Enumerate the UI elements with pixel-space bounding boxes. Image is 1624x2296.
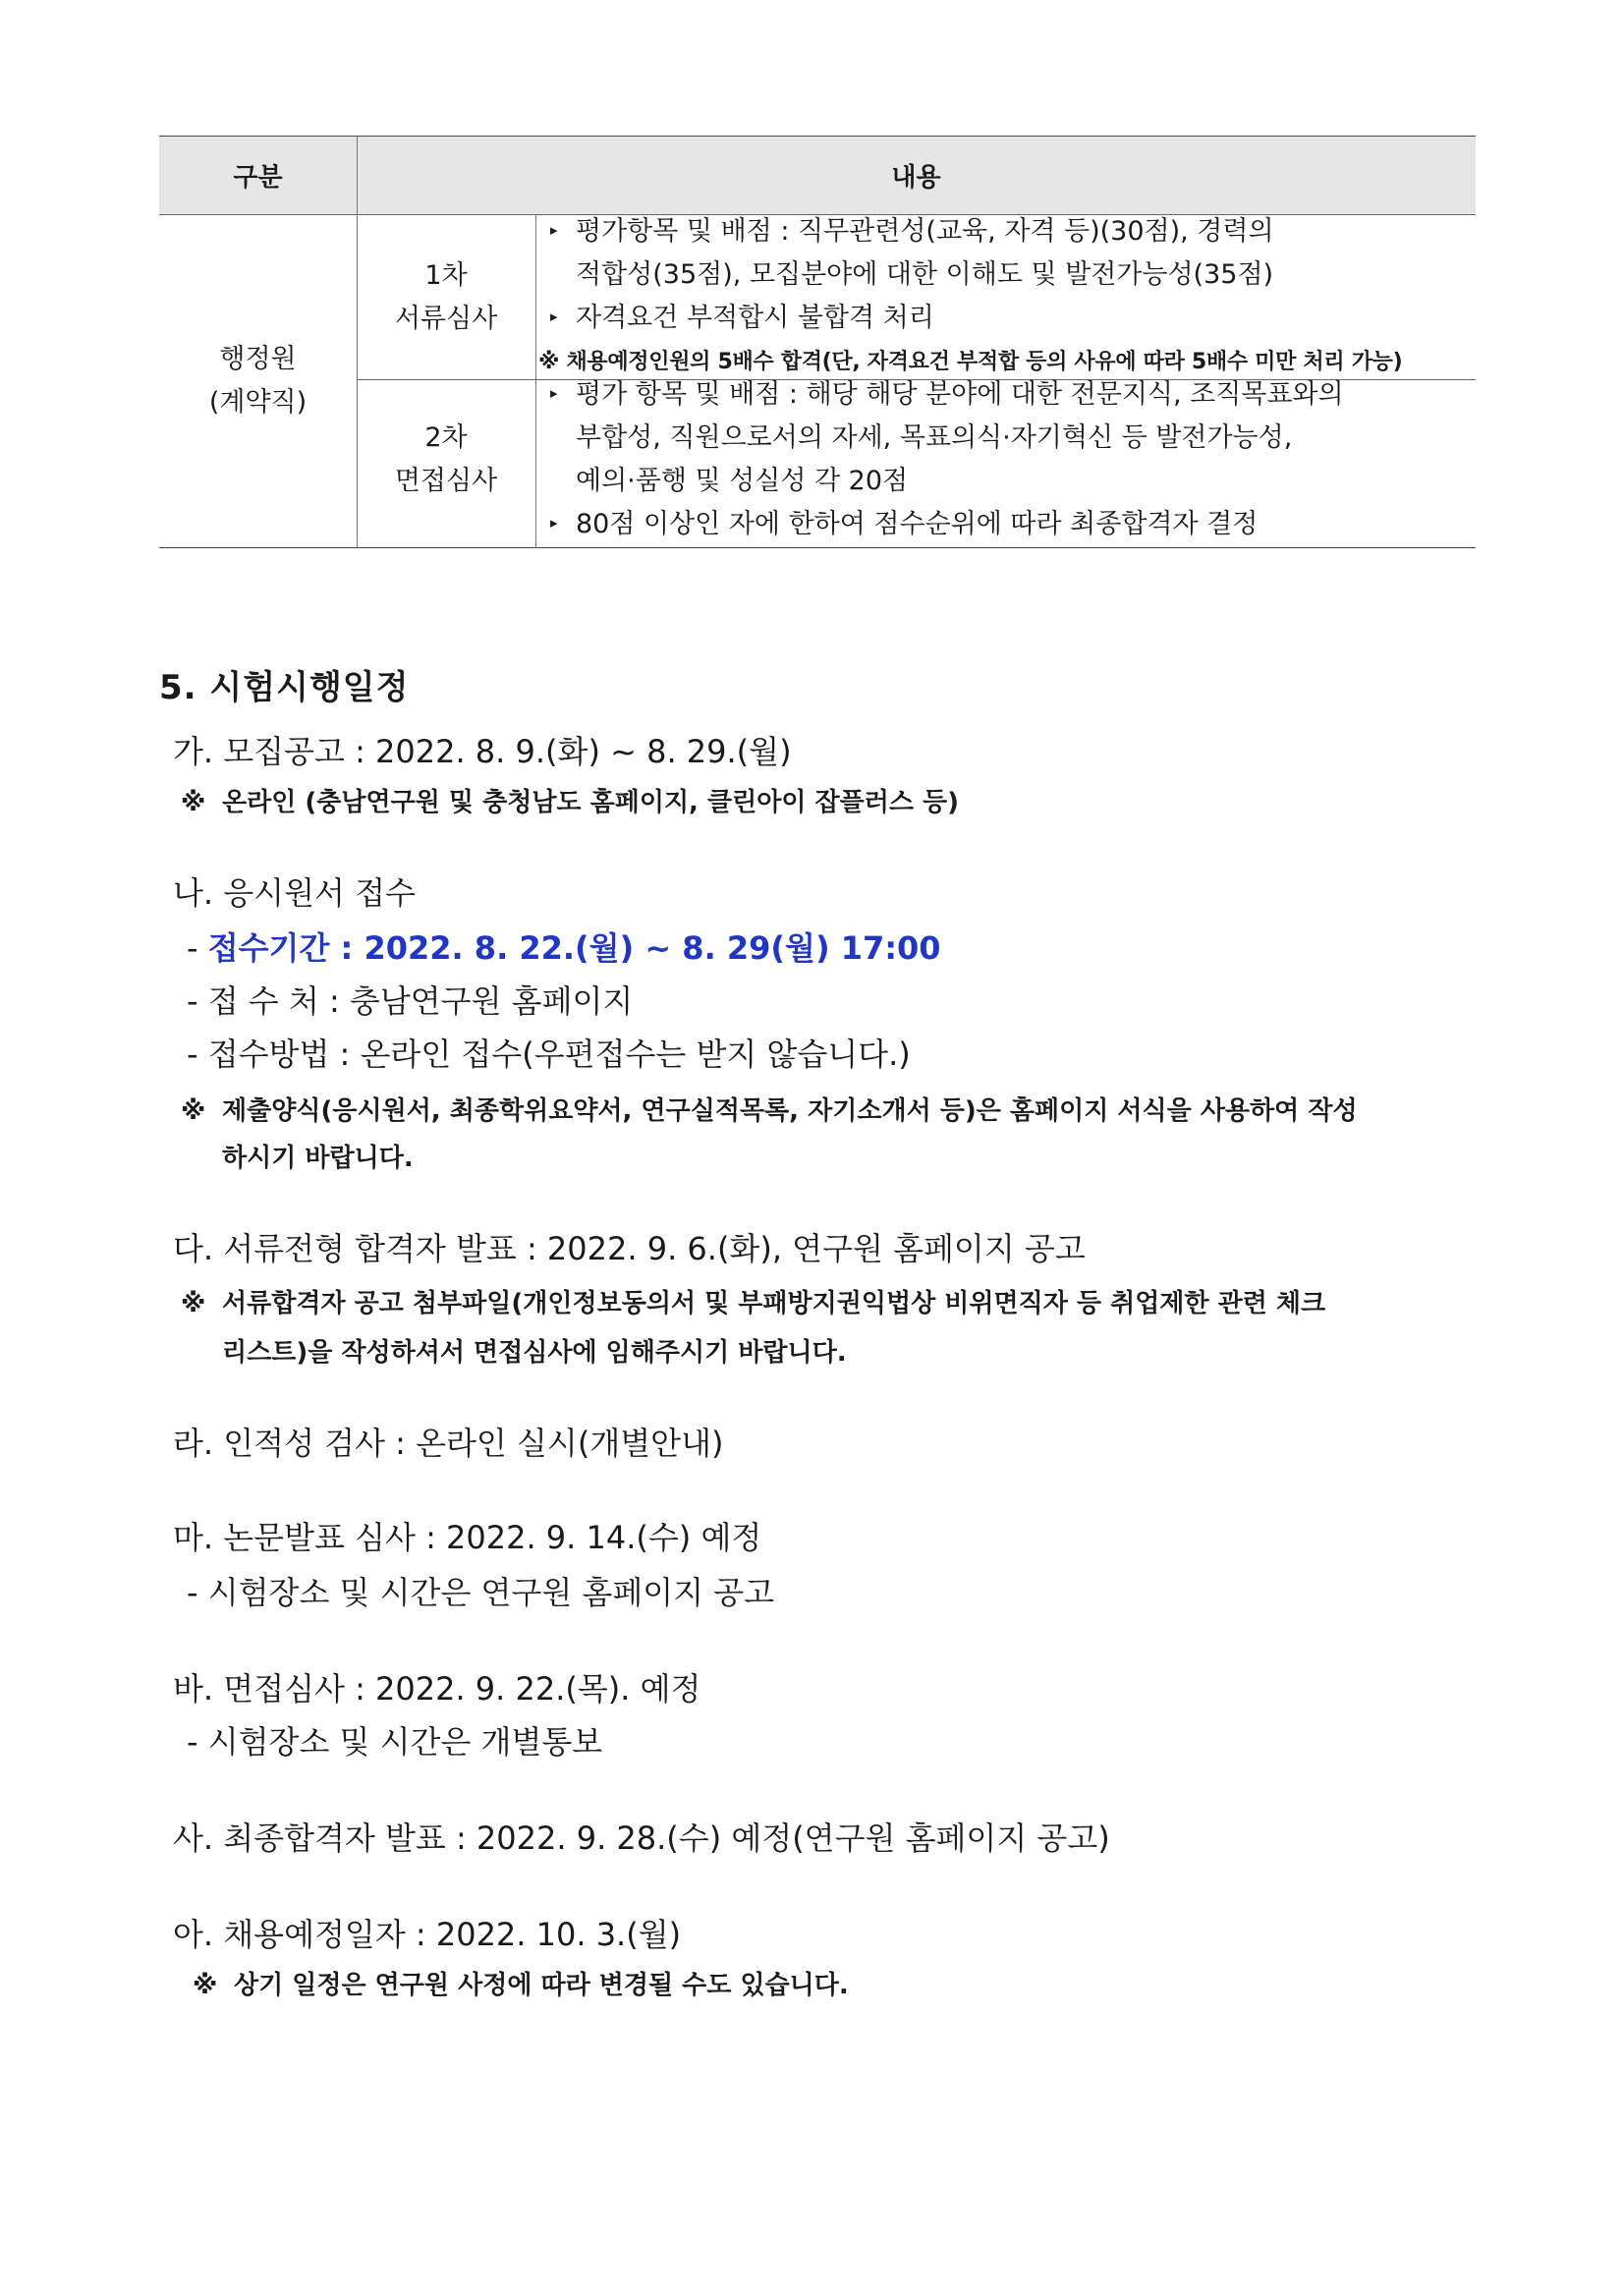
item-ga-note: ※ 온라인 (충남연구원 및 충청남도 홈페이지, 클린아이 잡플러스 등) [181,788,960,817]
item-sa: 사. 최종합격자 발표 : 2022. 9. 28.(수) 예정(연구원 홈페이지 공고) [173,1820,1110,1857]
category-line-2: (계약직) [208,387,308,418]
category-cell [159,214,357,548]
stage2-line-3: 예의·품행 및 성실성 각 20점 [576,466,909,496]
stage1-name-cell [357,253,535,342]
stage2-line-1: ▸ 평가 항목 및 배점 : 해당 해당 분야에 대한 전문지식, 조직목표와의 [542,374,1344,417]
stage2-line-4: ▸ 80점 이상인 자에 한하여 점수순위에 따라 최종합격자 결정 [542,504,1258,546]
item-na: 나. 응시원서 접수 [173,874,416,912]
item-na-method: - 접수방법 : 온라인 접수(우편접수는 받지 않습니다.) [187,1036,911,1073]
bullet-icon: ▸ [550,220,558,239]
header-content: 내용 [891,162,941,193]
stage2-name-line-1: 2차 [424,422,468,453]
item-a: 아. 채용예정일자 : 2022. 10. 3.(월) [173,1916,682,1953]
table-col-divider-2 [535,214,536,548]
item-ma: 마. 논문발표 심사 : 2022. 9. 14.(수) 예정 [173,1519,762,1556]
stage1-name-line-1: 1차 [424,260,468,291]
item-ga: 가. 모집공고 : 2022. 8. 9.(화) ~ 8. 29.(월) [173,733,792,770]
stage1-line-2: 적합성(35점), 모집분야에 대한 이해도 및 발전가능성(35점) [576,259,1274,290]
stage2-line-2: 부합성, 직원으로서의 자세, 목표의식·자기혁신 등 발전가능성, [576,422,1293,453]
stage1-line-1: ▸ 평가항목 및 배점 : 직무관련성(교육, 자격 등)(30점), 경력의 [542,211,1274,253]
item-a-note: ※ 상기 일정은 연구원 사정에 따라 변경될 수도 있습니다. [193,1971,849,2000]
section-title: 5. 시험시행일정 [159,668,410,707]
item-da-note: ※ 서류합격자 공고 첨부파일(개인정보동의서 및 부패방지권익법상 비위면직자 등 취업제한 관련 체크 [181,1289,1326,1318]
bullet-icon: ▸ [550,307,558,325]
stage1-note: ※ 채용예정인원의 5배수 합격(단, 자격요건 부적합 등의 사유에 따라 5배수 미만 처리 가능) [538,350,1403,374]
item-ma-sub: - 시험장소 및 시간은 연구원 홈페이지 공고 [187,1574,775,1611]
evaluation-table [159,136,1476,548]
stage1-line-3: ▸ 자격요건 부적합시 불합격 처리 [542,298,934,340]
item-ba: 바. 면접심사 : 2022. 9. 22.(목). 예정 [173,1670,701,1708]
item-na-place: - 접 수 처 : 충남연구원 홈페이지 [187,982,634,1020]
item-ba-sub: - 시험장소 및 시간은 개별통보 [187,1723,603,1761]
stage1-name-line-2: 서류심사 [394,304,498,334]
item-ra: 라. 인적성 검사 : 온라인 실시(개별안내) [173,1425,724,1462]
stage2-name-line-2: 면접심사 [394,466,498,496]
item-na-period: - 접수기간 : 2022. 8. 22.(월) ~ 8. 29(월) 17:00 [187,929,941,967]
bullet-icon: ▸ [550,383,558,402]
stage2-name-cell [357,416,535,504]
item-da-note-cont: 리스트)을 작성하셔서 면접심사에 임해주시기 바랍니다. [222,1338,847,1368]
item-da: 다. 서류전형 합격자 발표 : 2022. 9. 6.(화), 연구원 홈페이지 공고 [173,1230,1086,1267]
bullet-icon: ▸ [550,513,558,532]
header-category: 구분 [233,162,283,193]
item-na-note: ※ 제출양식(응시원서, 최종학위요약서, 연구실적목록, 자기소개서 등)은 홈페이지 서식을 사용하여 작성 [181,1096,1358,1126]
category-line-1: 행정원 [219,344,297,374]
item-na-note-cont: 하시기 바랍니다. [222,1144,414,1173]
